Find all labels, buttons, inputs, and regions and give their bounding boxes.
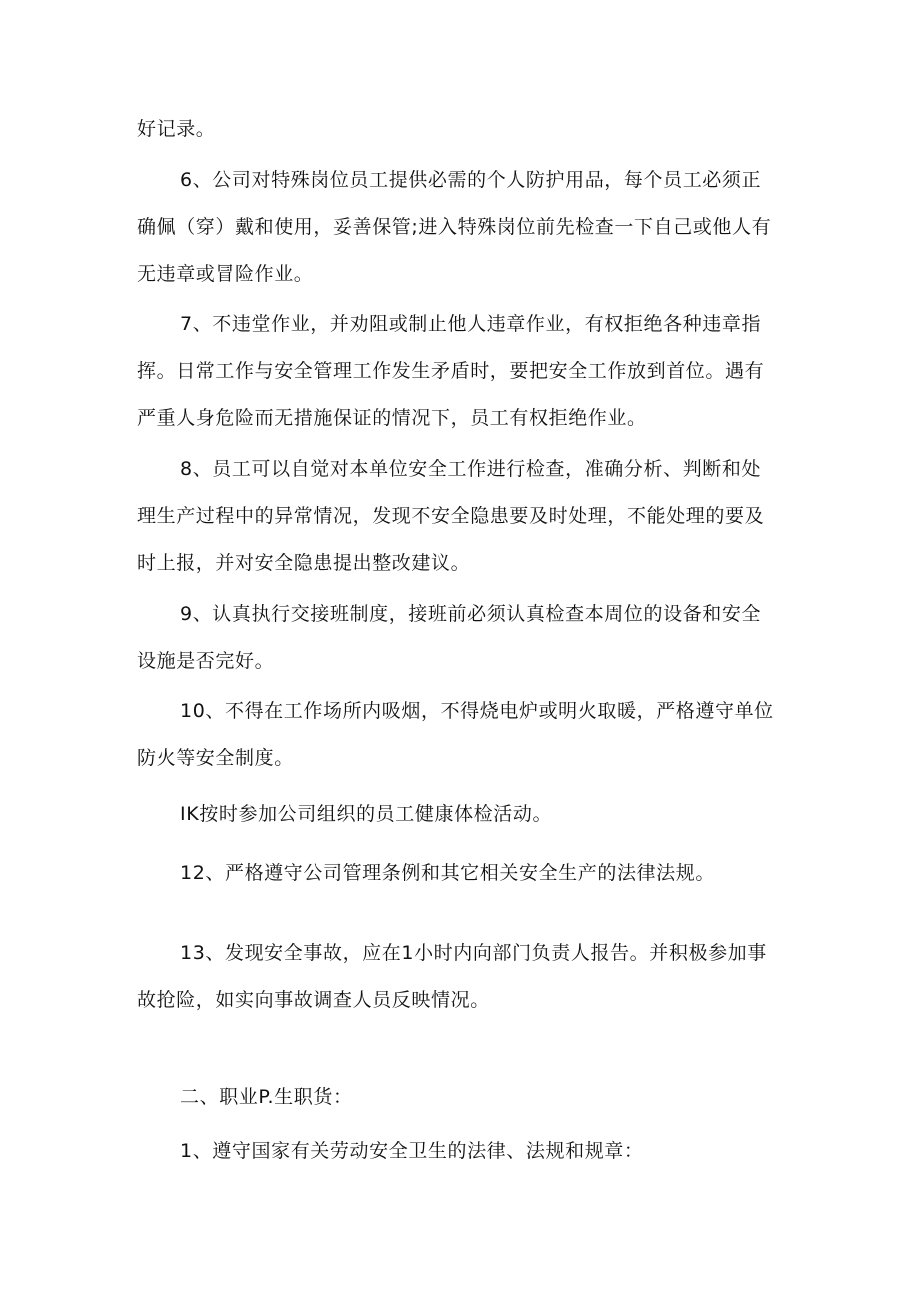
text-line: 理生产过程中的异常情况，发现不安全隐患要及时处理，不能处理的要及 [137, 505, 765, 527]
text-line: 设施是否完好。 [137, 650, 275, 672]
text-line: 13、发现安全事故，应在1小时内向部门负责人报告。并积极参加事 [180, 942, 767, 964]
text-line: 9、认真执行交接班制度，接班前必须认真检查本周位的设备和安全 [180, 603, 762, 625]
text-line: 10、不得在工作场所内吸烟，不得烧电炉或明火取暖，严格遵守单位 [180, 700, 774, 722]
text-line: 防火等安全制度。 [137, 747, 294, 769]
text-line: 确佩（穿）戴和使用，妥善保管;进入特殊岗位前先检查一下自己或他人有 [137, 216, 772, 238]
text-line: 严重人身危险而无措施保证的情况下，员工有权拒绝作业。 [137, 407, 647, 429]
text-line: 无违章或冒险作业。 [137, 263, 314, 285]
text-line: 故抢险，如实向事故调查人员反映情况。 [137, 989, 490, 1011]
text-line: 6、公司对特殊岗位员工提供必需的个人防护用品，每个员工必须正 [180, 169, 762, 191]
text-line: 挥。日常工作与安全管理工作发生矛盾时，要把安全工作放到首位。遇有 [137, 360, 765, 382]
text-line: 时上报，并对安全隐患提出整改建议。 [137, 552, 471, 574]
text-line: IK按时参加公司组织的员工健康体检活动。 [180, 803, 553, 825]
text-line: 好记录。 [137, 118, 216, 140]
text-line: 8、员工可以自觉对本单位安全工作进行检查，准确分析、判断和处 [180, 458, 762, 480]
section-heading: 二、职业P.生职货： [180, 1086, 353, 1108]
text-line: 12、严格遵守公司管理条例和其它相关安全生产的法律法规。 [180, 862, 715, 884]
text-line: 7、不违堂作业，并劝阻或制止他人违章作业，有权拒绝各种违章指 [180, 313, 762, 335]
text-line: 1、遵守国家有关劳动安全卫生的法律、法规和规章： [180, 1140, 644, 1162]
